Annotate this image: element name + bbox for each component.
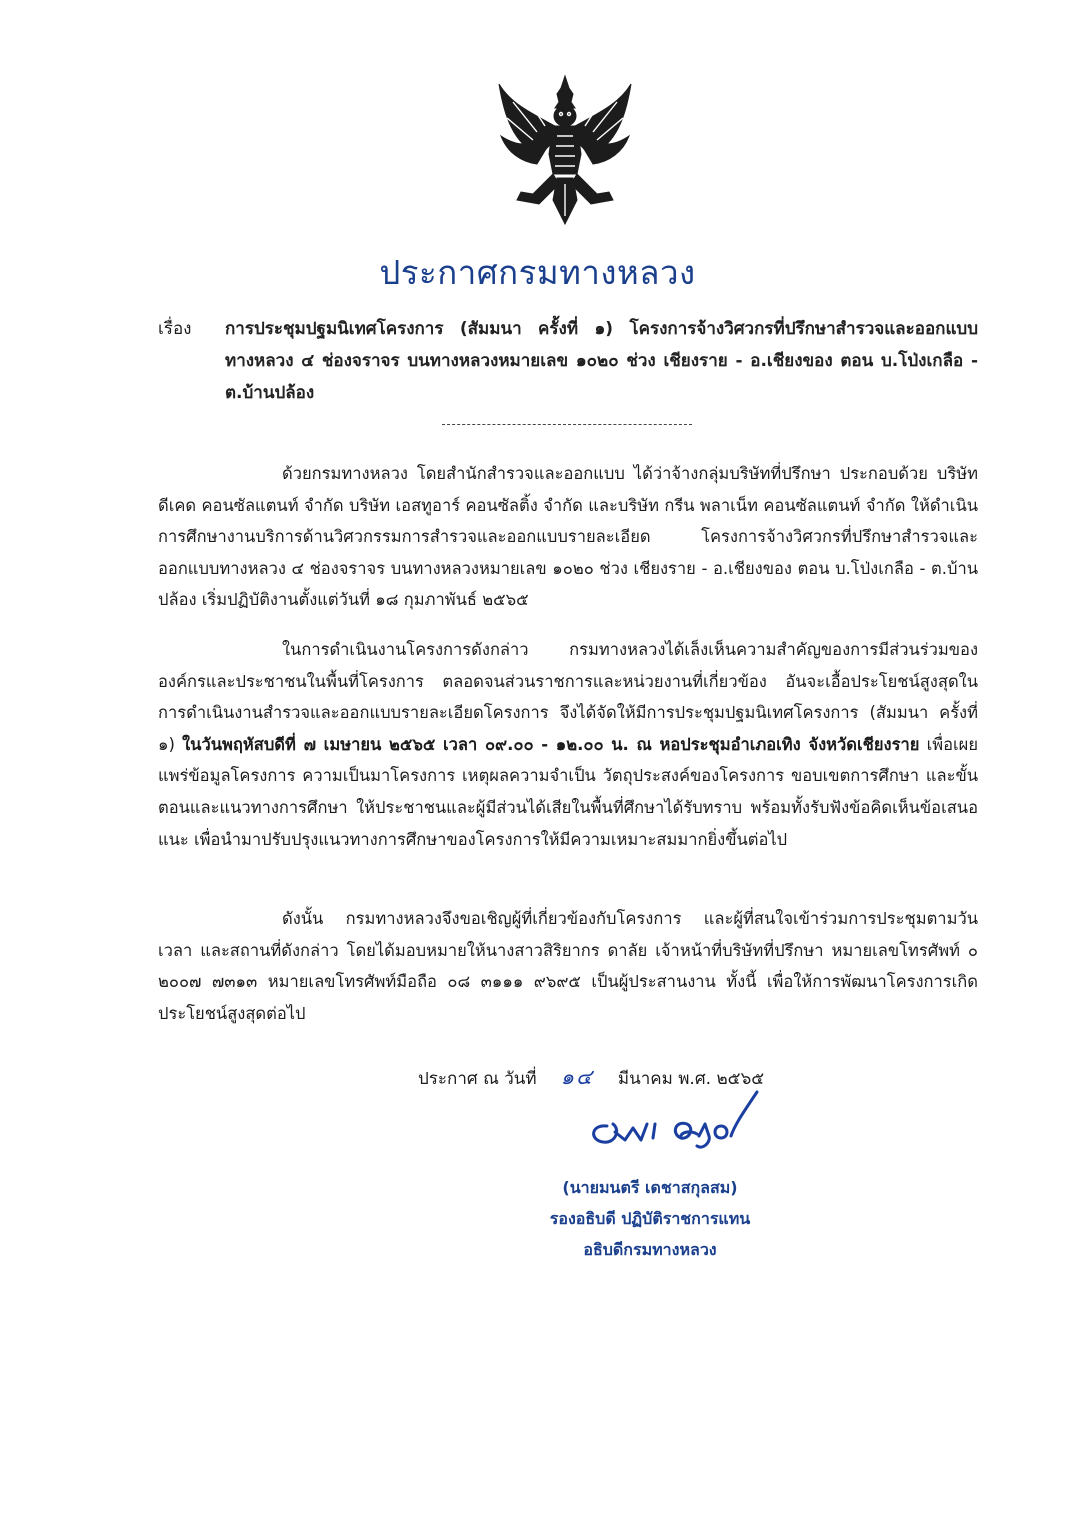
paragraph-3: ดังนั้น กรมทางหลวงจึงขอเชิญผู้ที่เกี่ยวข้องกับโครงการ และผู้ที่สนใจเข้าร่วมการประชุมตามวัน เวลา และสถานที่ดังกล่าว โดยได้มอบหมายให้นางสาวสิริยากร ดาลัย เจ้าหน้าที่บริษัทที่ปรึกษา หมายเลขโทรศัพท์ ๐ ๒๐๐๗ ๗๓๑๓ หมายเลขโทรศัพท์มือถือ ๐๘ ๓๑๑๑ ๙๖๙๕ เป็นผู้ประสานงาน ทั้งนี้ เพื่อให้การพัฒนาโครงการเกิดประโยชน์สูงสุดต่อไป — [158, 909, 978, 1023]
subject-text: การประชุมปฐมนิเทศโครงการ (สัมมนา ครั้งที่ ๑) โครงการจ้างวิศวกรที่ปรึกษาสำรวจและออกแบบทางหลวง ๔ ช่องจราจร บนทางหลวงหมายเลข ๑๐๒๐ ช่วง เชียงราย - อ.เชียงของ ตอน บ.โป่งเกลือ - ต.บ้านปล้อง — [225, 319, 978, 403]
announcement-month-year: มีนาคม พ.ศ. ๒๕๖๕ — [617, 1069, 765, 1089]
signatory-position: รองอธิบดี ปฏิบัติราชการแทน — [549, 1209, 751, 1228]
announcement-date-prefix: ประกาศ ณ วันที่ — [418, 1069, 537, 1089]
section-divider — [442, 424, 692, 425]
document-title: ประกาศกรมทางหลวง — [379, 253, 696, 292]
signatory-block — [500, 1172, 800, 1265]
paragraph-2-purpose: เพื่อเผยแพร่ข้อมูลโครงการ ความเป็นมาโครงการ เหตุผลความจำเป็น วัตถุประสงค์ของโครงการ ขอบเขตการศึกษา และขั้นตอนและแนวทางการศึกษา ให้ประชาชนและผู้มีส่วนได้เสียในพื้นที่ศึกษาได้รับทราบ พร้อมทั้งรับฟังข้อคิดเห็นข้อเสนอแนะ เพื่อนำมาปรับปรุงแนวทางการศึกษาของโครงการให้มีความเหมาะสมมากยิ่งขึ้นต่อไป — [158, 734, 978, 849]
signatory-name: (นายมนตรี เดชาสกุลสม) — [562, 1178, 738, 1197]
paragraph-2-intro: ในการดำเนินงานโครงการดังกล่าว กรมทางหลวงได้เล็งเห็นความสำคัญของการมีส่วนร่วมขององค์กรและประชาชนในพื้นที่โครงการ ตลอดจนส่วนราชการและหน่วยงานที่เกี่ยวข้อง อันจะเอื้อประโยชน์สูงสุดในการดำเนินงานสำรวจและออกแบบรายละเอียดโครงการ จึงได้จัดให้มีการประชุมปฐมนิเทศโครงการ (สัมมนา ครั้งที่ ๑) — [158, 640, 978, 754]
subject-label: เรื่อง — [158, 319, 192, 339]
handwritten-signature-icon — [585, 1084, 775, 1154]
paragraph-1: ด้วยกรมทางหลวง โดยสำนักสำรวจและออกแบบ ได้ว่าจ้างกลุ่มบริษัทที่ปรึกษา ประกอบด้วย บริษัท ดีเคด คอนซัลแตนท์ จำกัด บริษัท เอสทูอาร์ คอนซัลติ้ง จำกัด และบริษัท กรีน พลาเน็ท คอนซัลแตนท์ จำกัด ให้ดำเนินการศึกษางานบริการด้านวิศวกรรมการสำรวจและออกแบบรายละเอียด โครงการจ้างวิศวกรที่ปรึกษาสำรวจและออกแบบทางหลวง ๔ ช่องจราจร บนทางหลวงหมายเลข ๑๐๒๐ ช่วง เชียงราย - อ.เชียงของ ตอน บ.โป่งเกลือ - ต.บ้านปล้อง เริ่มปฏิบัติงานตั้งแต่วันที่ ๑๘ กุมภาพันธ์ ๒๕๖๕ — [158, 464, 978, 610]
paragraph-2 — [158, 634, 978, 855]
signatory-organization: อธิบดีกรมทางหลวง — [583, 1240, 717, 1259]
garuda-emblem-icon — [493, 74, 637, 226]
announcement-day: ๑๔ — [560, 1065, 594, 1089]
meeting-date-venue: ในวันพฤหัสบดีที่ ๗ เมษายน ๒๕๖๕ เวลา ๐๙.๐๐ - ๑๒.๐๐ น. ณ หอประชุมอำเภอเทิง จังหวัดเชียงราย — [182, 734, 920, 754]
